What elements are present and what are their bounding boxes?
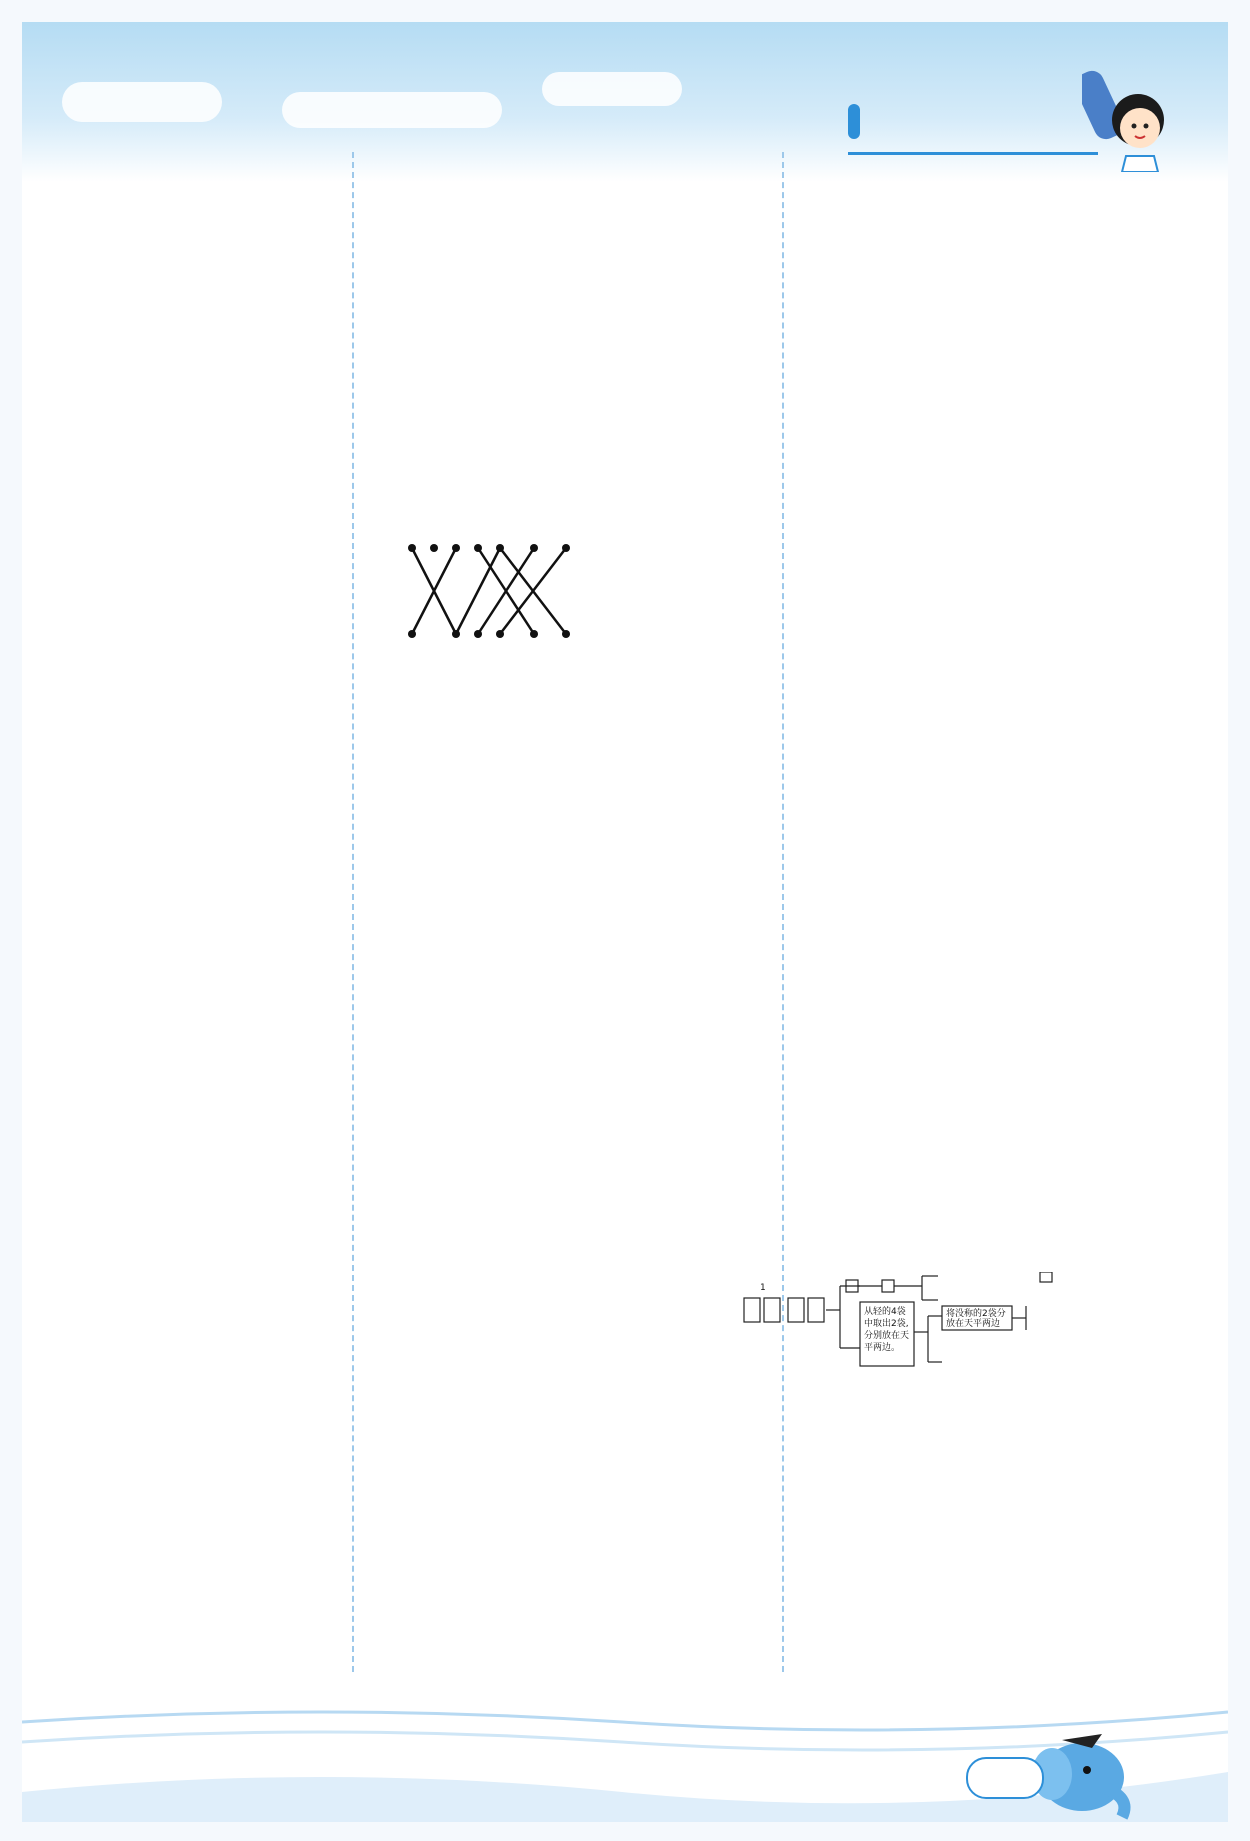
- svg-text:1: 1: [760, 1283, 766, 1293]
- book-title: [848, 104, 860, 148]
- column-divider: [352, 152, 354, 1672]
- svg-text:从轻的4袋: 从轻的4袋: [864, 1307, 906, 1317]
- svg-text:平两边。: 平两边。: [864, 1343, 901, 1353]
- column-divider: [782, 152, 784, 1672]
- svg-text:放在天平两边: 放在天平两边: [946, 1319, 1001, 1329]
- svg-text:将没称的2袋分: 将没称的2袋分: [946, 1309, 1006, 1319]
- page-number: [966, 1757, 1044, 1799]
- bottom-wave: [22, 1682, 1228, 1822]
- girl-mascot-icon: [1082, 62, 1172, 172]
- weighing-flowchart: [742, 1272, 1102, 1372]
- matching-lines: [406, 542, 576, 642]
- page: [22, 22, 1228, 1822]
- svg-text:分别放在天: 分别放在天: [864, 1331, 910, 1341]
- header-banner: [22, 22, 1228, 182]
- svg-text:中取出2袋,: 中取出2袋,: [864, 1319, 909, 1329]
